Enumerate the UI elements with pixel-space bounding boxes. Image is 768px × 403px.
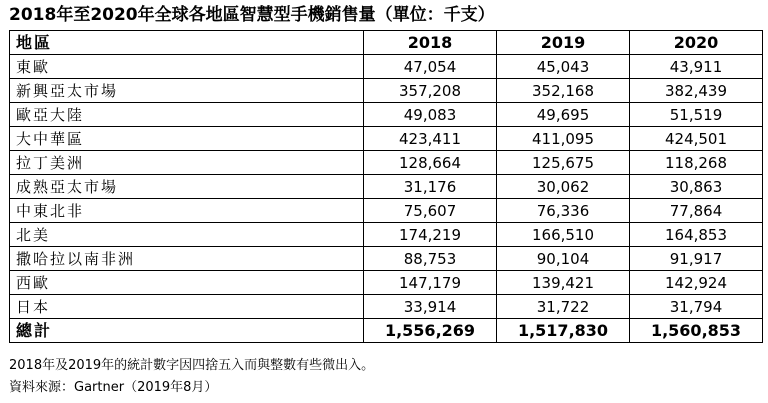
- page-title: 2018年至2020年全球各地區智慧型手機銷售量（單位：千支）: [9, 5, 495, 25]
- value-2020: 43,911: [630, 55, 763, 79]
- region-cell: 成熟亞太市場: [10, 175, 364, 199]
- table-row: [10, 271, 763, 295]
- value-2019: 90,104: [497, 247, 630, 271]
- region-cell: 北美: [10, 223, 364, 247]
- header-region: 地區: [10, 31, 364, 55]
- table-row: [10, 103, 763, 127]
- footnotes: [9, 355, 374, 399]
- table-header-row: [10, 31, 763, 55]
- value-2020: 164,853: [630, 223, 763, 247]
- value-2018: 49,083: [364, 103, 497, 127]
- table-row: [10, 247, 763, 271]
- region-cell: 拉丁美洲: [10, 151, 364, 175]
- value-2018: 357,208: [364, 79, 497, 103]
- table-row: [10, 223, 763, 247]
- header-2020: 2020: [630, 31, 763, 55]
- value-2020: 77,864: [630, 199, 763, 223]
- region-cell: 歐亞大陸: [10, 103, 364, 127]
- region-cell: 西歐: [10, 271, 364, 295]
- source-note: 資料來源：Gartner（2019年8月）: [9, 380, 218, 395]
- value-2018: 423,411: [364, 127, 497, 151]
- total-2019: 1,517,830: [497, 319, 630, 343]
- value-2020: 142,924: [630, 271, 763, 295]
- sales-table: [9, 30, 763, 343]
- header-2018: 2018: [364, 31, 497, 55]
- table-row: [10, 55, 763, 79]
- value-2019: 411,095: [497, 127, 630, 151]
- value-2019: 125,675: [497, 151, 630, 175]
- value-2018: 174,219: [364, 223, 497, 247]
- value-2019: 352,168: [497, 79, 630, 103]
- value-2019: 30,062: [497, 175, 630, 199]
- value-2018: 47,054: [364, 55, 497, 79]
- value-2020: 30,863: [630, 175, 763, 199]
- value-2018: 75,607: [364, 199, 497, 223]
- rounding-note: 2018年及2019年的統計數字因四捨五入而與整數有些微出入。: [9, 358, 375, 373]
- table-total-row: [10, 319, 763, 343]
- value-2019: 76,336: [497, 199, 630, 223]
- total-2020: 1,560,853: [630, 319, 763, 343]
- value-2019: 31,722: [497, 295, 630, 319]
- value-2019: 45,043: [497, 55, 630, 79]
- value-2019: 49,695: [497, 103, 630, 127]
- region-cell: 撒哈拉以南非洲: [10, 247, 364, 271]
- value-2018: 128,664: [364, 151, 497, 175]
- value-2018: 31,176: [364, 175, 497, 199]
- value-2018: 88,753: [364, 247, 497, 271]
- value-2020: 51,519: [630, 103, 763, 127]
- value-2020: 91,917: [630, 247, 763, 271]
- value-2019: 166,510: [497, 223, 630, 247]
- table-row: [10, 199, 763, 223]
- region-cell: 大中華區: [10, 127, 364, 151]
- value-2020: 424,501: [630, 127, 763, 151]
- total-2018: 1,556,269: [364, 319, 497, 343]
- table-row: [10, 151, 763, 175]
- value-2019: 139,421: [497, 271, 630, 295]
- table-row: [10, 79, 763, 103]
- total-label: 總計: [10, 319, 364, 343]
- table-row: [10, 127, 763, 151]
- value-2020: 382,439: [630, 79, 763, 103]
- region-cell: 新興亞太市場: [10, 79, 364, 103]
- region-cell: 日本: [10, 295, 364, 319]
- value-2018: 147,179: [364, 271, 497, 295]
- header-2019: 2019: [497, 31, 630, 55]
- table-row: [10, 295, 763, 319]
- value-2018: 33,914: [364, 295, 497, 319]
- table-row: [10, 175, 763, 199]
- region-cell: 中東北非: [10, 199, 364, 223]
- value-2020: 118,268: [630, 151, 763, 175]
- value-2020: 31,794: [630, 295, 763, 319]
- region-cell: 東歐: [10, 55, 364, 79]
